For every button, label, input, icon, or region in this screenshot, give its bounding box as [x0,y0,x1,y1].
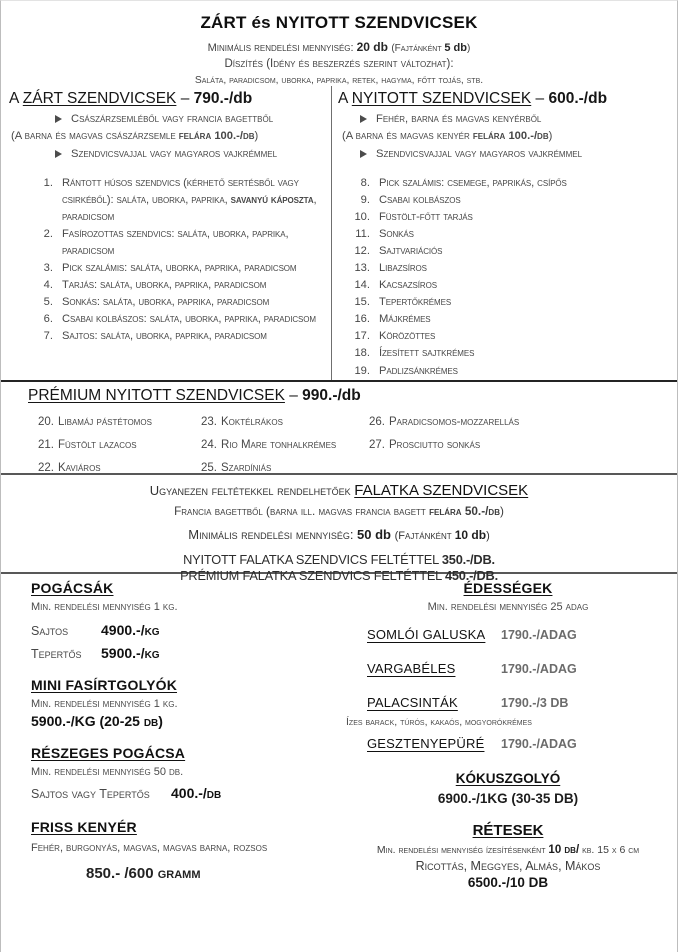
closed-header-name: ZÁRT SZENDVICSEK [22,90,177,107]
garnish-line: Saláta, paradicsom, uborka, paprika, retek, hagyma, főtt tojás, stb. [194,75,484,86]
closed-bullet-2-text: Szendvicsvajjal vagy magyaros vajkrémmel [71,148,278,161]
open-bullet-1 [360,112,677,127]
open-list-item [342,328,677,345]
falatka-min-qty: 50 db [357,527,395,542]
item-number: 9. [360,194,370,207]
pogacsak-title: POGÁCSÁK [31,580,114,596]
falatka-min-paren-qty: 10 db [454,528,487,542]
item-text-bold: savanyú káposzta [230,194,314,207]
open-bullet-1-text: Fehér, barna és magvas kenyérből [376,113,542,125]
fasirt-min: Min. rendelési mennyiség 1 kg. [31,698,178,710]
item-number: 18. [354,347,370,360]
item-number: 13. [354,262,370,275]
open-list-item [342,311,677,328]
closed-header-dash: – [176,90,194,107]
item-text: Rio Mare tonhalkrémes [221,439,337,451]
edessegek-row-wrap [339,695,677,728]
premium-item [38,457,201,480]
item-number: 6. [43,313,53,326]
edessegek-row-wrap [339,627,677,642]
item-number: 19. [354,364,370,377]
item-number: 3. [43,262,53,275]
falatka-premium-price: 450.-/DB. [444,568,498,583]
closed-list-item [23,175,331,226]
premium-item [38,434,201,457]
item-text-pre: Padlizsánkrémes [379,364,458,377]
item-text: Prosciutto sonkás [389,439,481,451]
item-number: 21. [38,439,54,451]
closed-surcharge-pre: (A barna és magvas császárzsemle [11,130,179,143]
item-number: 15. [354,296,370,309]
falatka-min-label: Minimális rendelési mennyiség: [188,527,358,542]
closed-list-item [23,294,331,311]
item-number: 10. [354,211,370,224]
premium-item [201,411,369,434]
item-number: 5. [43,296,53,309]
item-number: 2. [43,228,53,241]
open-list-item [342,175,677,192]
edessegek-row [367,627,677,642]
item-text [62,294,269,311]
edessegek-row-wrap [339,736,677,751]
item-text [379,175,567,192]
kokusz-title: KÓKUSZGOLYÓ [455,771,561,786]
falatka-intro-name: FALATKA SZENDVICSEK [354,482,529,499]
arrow-bullet-icon [360,150,367,158]
open-list-item [342,345,677,362]
closed-list-item [23,311,331,328]
retesek-min-line [314,844,678,856]
item-text-pre: Füstölt-főtt tarjás [379,211,473,224]
falatka-baguette-bold: felára 50.-/db [429,504,500,518]
item-text [62,175,318,226]
edessegek-row-price: 1790.-/ADAG [501,662,577,676]
premium-item [201,457,369,480]
item-number: 4. [43,279,53,292]
retesek-flavors: Ricottás, Meggyes, Almás, Mákos [415,859,601,873]
pogacsak-row-price: 4900.-/kg [101,622,160,638]
closed-surcharge-line [11,129,331,144]
closed-list-item [23,328,331,345]
pogacsak-row [31,622,339,638]
item-text [379,209,473,226]
open-surcharge-close: ) [548,130,553,143]
open-sandwiches-section [332,86,677,380]
falatka-min-paren: (Fajtánként [394,530,455,542]
closed-header-prefix: A [9,90,23,107]
item-text [379,328,435,345]
item-text [379,363,458,380]
premium-section [1,382,677,475]
arrow-bullet-icon [55,115,62,123]
open-surcharge-line [342,129,677,144]
min-order-line [1,40,677,54]
edessegek-rows [339,627,677,751]
falatka-intro-pre: Ugyanezen feltétekkel rendelhetőek [149,483,355,498]
falatka-section [1,475,677,583]
item-text [62,311,316,328]
open-header-name: NYITOTT SZENDVICSEK [351,90,532,107]
item-text-pre: Májkrémes [379,313,431,326]
item-number: 16. [354,313,370,326]
premium-header-dash: – [284,387,303,404]
min-order-paren-qty: 5 db [444,42,467,54]
falatka-intro-line [1,482,677,499]
falatka-min-line [1,527,677,542]
decoration-line: Díszítés (Idény és beszerzés szerint változhat): [224,58,454,70]
open-bullet-2 [360,147,677,162]
closed-bullet-2 [55,147,331,162]
item-text [379,345,474,362]
reszeges-row-name: Sajtos vagy Tepertős [31,787,150,801]
closed-header-price: 790.-/db [193,90,253,107]
item-text: Szardíniás [221,462,272,474]
open-item-list [338,175,677,379]
item-text [379,226,414,243]
item-text-pre: Pick szalámis: saláta, uborka, paprika, paradicsom [62,262,297,275]
edessegek-row-price: 1790.-/3 DB [501,696,569,710]
menu-header [1,1,677,86]
kokusz-price: 6900.-/1KG (30-35 DB) [437,791,579,806]
reszeges-min: Min. rendelési mennyiség 50 db. [31,766,184,778]
premium-item [369,434,677,457]
min-order-qty: 20 db [356,40,392,54]
item-text-pre: Csabai kolbászos: saláta, uborka, paprika, paradicsom [62,313,316,326]
falatka-open-price-line [1,552,677,567]
item-text-pre: Sonkás: saláta, uborka, paprika, paradicsom [62,296,270,309]
item-text-pre: Libazsíros [379,262,427,275]
pogacsak-row-price: 5900.-/kg [101,645,160,661]
kenyer-title: FRISS KENYÉR [31,819,137,835]
closed-surcharge-bold: felára 100.-/db [178,130,255,143]
open-list-item [342,277,677,294]
item-number: 14. [354,279,370,292]
falatka-open-price: 350.-/DB. [441,552,495,567]
premium-header [28,387,677,405]
falatka-open-price-pre: NYITOTT FALATKA SZENDVICS FELTÉTTEL [183,552,442,567]
edessegek-min: Min. rendelési mennyiség 25 adag [427,601,589,613]
premium-item [201,434,369,457]
open-section-header [338,90,677,108]
pogacsak-row-name: Sajtos [31,624,69,638]
item-number: 23. [201,416,217,428]
kenyer-price: 850.- /600 gramm [86,865,201,883]
item-text: Kaviáros [58,462,101,474]
arrow-bullet-icon [360,115,367,123]
reszeges-row-price: 400.-/db [171,785,222,801]
edessegek-row [367,695,677,710]
retesek-min-bold: 10 db/ [548,844,580,856]
item-text [379,311,431,328]
item-text [379,243,442,260]
open-list-item [342,243,677,260]
item-text-pre: Sajtos: saláta, uborka, paprika, paradicsom [62,330,267,343]
item-text-post: , paradicsom [62,194,317,224]
closed-list-item [23,226,331,260]
item-text-pre: Rántott húsos szendvics (kérhető sertésből vagy csirkéből): saláta, uborka, paprika, [62,177,299,207]
edessegek-row-price: 1790.-/ADAG [501,628,577,642]
open-list-item [342,209,677,226]
pogacsak-rows [31,622,339,661]
open-list-item [342,363,677,380]
open-header-dash: – [531,90,549,107]
item-text [379,260,427,277]
item-text-pre: Körözöttes [379,330,436,343]
retesek-min-post: kb. 15 x 6 cm [579,844,640,856]
open-surcharge-bold: felára 100.-/db [472,130,549,143]
item-number: 1. [43,177,53,190]
item-text-pre: Ízesített sajtkrémes [379,347,475,360]
premium-item [38,411,201,434]
falatka-premium-price-pre: PRÉMIUM FALATKA SZENDVICS FELTÉTTEL [180,568,445,583]
premium-header-price: 990.-/db [302,387,361,404]
edessegek-row [367,736,677,751]
bottom-left-column [1,574,339,890]
falatka-baguette-pre: Francia bagettből (barna ill. magvas francia bagett [174,504,430,518]
item-text-pre: Tepertőkrémes [379,296,452,309]
sandwich-columns [1,86,677,382]
falatka-baguette-close: ) [499,504,504,518]
menu-title: ZÁRT és NYITOTT SZENDVICSEK [200,13,478,32]
item-number: 11. [355,228,370,241]
edessegek-row [367,661,677,676]
reszeges-row [31,785,339,801]
item-text-pre: Sajtvariációs [379,245,443,258]
premium-columns [38,411,677,480]
closed-list-item [23,277,331,294]
open-list-item [342,226,677,243]
open-header-prefix: A [338,90,352,107]
retesek-title: RÉTESEK [472,822,544,839]
min-order-label: Minimális rendelési mennyiség: [207,42,357,54]
item-text-pre: Pick szalámis: csemege, paprikás, csípős [379,177,567,190]
pogacsak-min: Min. rendelési mennyiség 1 kg. [31,601,178,613]
item-text: Koktélrákos [221,416,283,428]
item-number: 24. [201,439,217,451]
item-number: 26. [369,416,385,428]
item-number: 20. [38,416,54,428]
edessegek-row-name: SOMLÓI GALUSKA [367,627,486,642]
item-number: 8. [360,177,370,190]
arrow-bullet-icon [55,150,62,158]
item-number: 7. [43,330,53,343]
item-text [62,260,297,277]
item-text [379,277,437,294]
item-number: 25. [201,462,217,474]
premium-col-2 [201,411,369,480]
premium-item [369,411,677,434]
premium-header-name: PRÉMIUM NYITOTT SZENDVICSEK [28,387,285,404]
retesek-min-pre: Min. rendelési mennyiség ízesítésenként [376,844,549,856]
edessegek-row-name: VARGABÉLES [367,661,456,676]
closed-list-item [23,260,331,277]
fasirt-title: MINI FASÍRTGOLYÓK [31,677,178,693]
open-list-item [342,294,677,311]
min-order-paren: (Fajtánként [391,43,445,54]
item-text-pre: Csabai kolbászos [379,194,461,207]
edessegek-row-note: Ízes barack, túrós, kakaós, mogyorókrémes [346,716,532,728]
item-text-pre: Fasírozottas szendvics: saláta, uborka, paprika, paradicsom [62,228,289,258]
closed-bullet-1 [55,112,331,127]
edessegek-row-price: 1790.-/ADAG [501,737,577,751]
pogacsak-row-name: Tepertős [31,647,82,661]
item-number: 17. [354,330,370,343]
closed-item-list [9,175,331,345]
min-order-paren-close: ) [467,43,471,54]
kenyer-desc: Fehér, burgonyás, magvas, magvas barna, rozsos [31,842,268,854]
retesek-block [339,822,677,890]
open-list-item [342,192,677,209]
item-number: 12. [354,245,370,258]
reszeges-title: RÉSZEGES POGÁCSA [31,745,186,761]
edessegek-row-wrap [339,661,677,676]
bottom-section [1,574,677,890]
falatka-baguette-line [1,504,677,518]
premium-col-1 [38,411,201,480]
item-text-pre: Tarjás: saláta, uborka, paprika, paradicsom [62,279,267,292]
item-text: Paradicsomos-mozzarellás [389,416,520,428]
closed-bullet-1-text: Császárzsemléből vagy francia bagettből [71,113,274,125]
item-text: Libamáj pástétomos [58,416,152,428]
kokusz-block [339,770,677,806]
open-header-price: 600.-/db [548,90,608,107]
item-text-pre: Kacsazsíros [379,279,437,292]
closed-surcharge-close: ) [254,130,259,143]
open-list-item [342,260,677,277]
item-text [379,192,461,209]
edessegek-title: ÉDESSÉGEK [463,580,553,596]
fasirt-price: 5900.-/KG (20-25 db) [31,713,163,729]
item-text [62,328,267,345]
falatka-min-paren-close: ) [486,530,490,542]
item-text [379,294,451,311]
retesek-price: 6500.-/10 DB [467,875,549,890]
edessegek-row-name: PALACSINTÁK [367,695,458,710]
bottom-right-column [339,574,677,890]
item-text [62,226,318,260]
item-text-pre: Sonkás [379,228,414,241]
edessegek-row-name: GESZTENYEPÜRÉ [367,736,485,751]
premium-col-3 [369,411,677,480]
closed-sandwiches-section [1,86,332,380]
open-surcharge-pre: (A barna és magvas kenyér [342,130,473,143]
item-number: 22. [38,462,54,474]
item-number: 27. [369,439,385,451]
item-text: Füstölt lazacos [58,439,137,451]
open-bullet-2-text: Szendvicsvajjal vagy magyaros vajkrémmel [376,148,583,161]
item-text [62,277,266,294]
closed-section-header [9,90,331,108]
pogacsak-row [31,645,339,661]
